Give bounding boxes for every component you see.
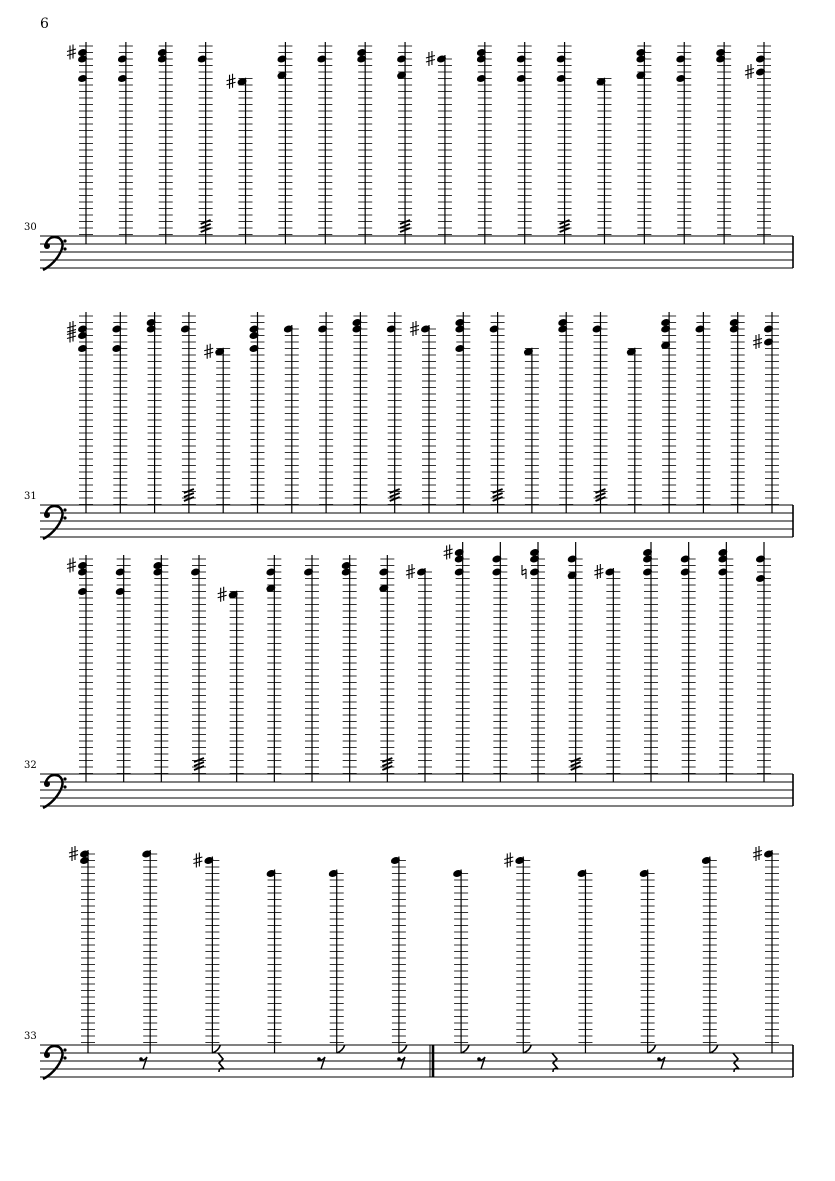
note-chord [444,542,470,782]
sharp-icon [444,545,453,560]
sharp-icon [594,564,603,579]
note-chord [67,42,93,244]
note-chord [218,587,244,782]
note-chord [426,51,452,244]
measure-number: 33 [24,1031,37,1042]
note-chord [351,312,367,513]
eighth-flag [399,1045,407,1053]
staff-system [24,846,793,1079]
note-chord [266,869,282,1053]
note-chord [396,42,412,244]
note-chord [276,42,292,244]
note-chord [753,846,779,1053]
staff-system [24,542,793,808]
note-chord [504,853,531,1054]
note-chord [745,42,771,244]
note-chord [642,542,658,782]
sharp-icon [753,334,762,349]
note-chord [390,856,407,1053]
eighth-flag [337,1045,345,1053]
bass-clef-icon [43,237,67,270]
note-chord [115,555,131,782]
note-chord [491,542,507,782]
eighth-flag [523,1045,531,1053]
note-chord [596,77,612,244]
measure-number: 32 [24,760,37,771]
note-chord [557,312,573,513]
note-chord [729,312,745,513]
note-chord [489,312,505,513]
sharp-icon [67,45,76,60]
note-chord [523,347,539,513]
note-chord [190,555,206,782]
sharp-icon [426,51,435,66]
note-chord [356,42,372,244]
note-chord [516,42,532,244]
note-chord [303,555,319,782]
sharp-icon [753,846,762,861]
note-chord [117,42,133,244]
note-chord [755,542,771,782]
note-chord [635,42,651,244]
note-chord [141,849,157,1053]
note-chord [556,42,572,244]
quarter-rest-icon [733,1053,739,1072]
note-chord [594,564,620,782]
note-chord [265,555,281,782]
note-chord [406,564,432,782]
sharp-icon [227,74,236,89]
note-chord [454,312,470,513]
note-chord [193,853,220,1054]
measure-number: 30 [24,222,37,233]
note-chord [717,542,733,782]
note-chord [675,42,691,244]
sharp-icon [410,321,419,336]
eighth-flag [648,1045,656,1053]
note-chord [204,344,230,513]
note-chord [197,42,213,244]
note-chord [639,869,656,1053]
note-chord [452,869,469,1053]
sharp-icon [218,587,227,602]
sharp-icon [204,344,213,359]
note-chord [249,312,265,513]
measure-number: 31 [24,491,37,502]
eighth-flag [212,1045,220,1053]
note-chord [328,869,345,1053]
page-number: 6 [40,16,49,32]
note-chord [227,74,253,244]
note-chord [522,542,545,782]
sharp-icon [745,64,754,79]
natural-icon [522,565,526,579]
bass-clef-icon [43,775,67,808]
note-chord [680,542,696,782]
note-chord [316,42,332,244]
note-chord [378,555,394,782]
note-chord [753,312,779,513]
note-chord [567,542,583,782]
sharp-icon [504,853,513,868]
bass-clef-icon [43,1046,67,1079]
note-chord [157,42,173,244]
eighth-flag [461,1045,469,1053]
note-chord [283,324,299,513]
note-chord [152,555,168,782]
staff-system [24,42,793,270]
note-chord [592,312,608,513]
note-chord [715,42,731,244]
note-chord [694,312,710,513]
note-chord [111,312,127,513]
sharp-icon [193,853,202,868]
note-chord [476,42,492,244]
note-chord [701,856,718,1053]
sharp-icon [69,846,78,861]
note-chord [660,312,676,513]
note-chord [317,312,333,513]
quarter-rest-icon [552,1053,558,1072]
note-chord [386,312,402,513]
note-chord [180,312,196,513]
note-chord [67,555,93,782]
note-chord [410,321,436,513]
note-chord [67,312,93,513]
quarter-rest-icon [218,1053,224,1072]
note-chord [69,846,95,1053]
note-chord [341,555,357,782]
note-chord [626,347,642,513]
note-chord [146,312,162,513]
staff-system [24,312,793,539]
eighth-flag [710,1045,718,1053]
note-chord [577,869,593,1053]
sharp-icon [406,564,415,579]
bass-clef-icon [43,506,67,539]
sharp-icon [67,558,76,573]
